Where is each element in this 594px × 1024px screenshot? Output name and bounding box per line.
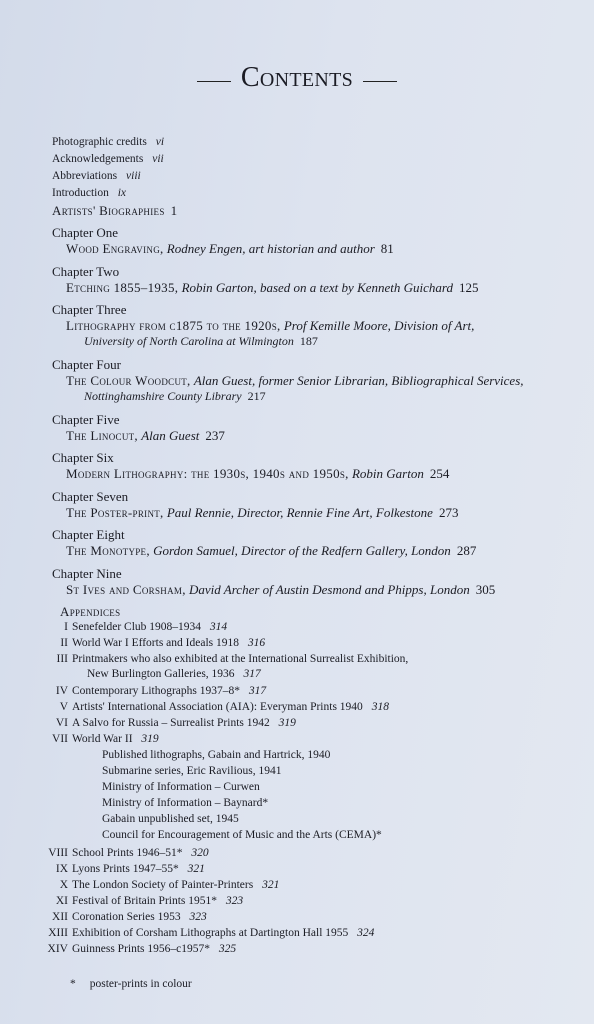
appendix-entry: IX Lyons Prints 1947–55* 321 [55, 863, 205, 875]
ww2-sub-entry: Ministry of Information – Baynard* [102, 797, 269, 809]
appendix-entry: V Artists' International Association (AIA): Everyman Prints 1940 318 [59, 701, 389, 713]
chapter-label: Chapter Eight [52, 527, 125, 542]
chapter-label: Chapter Six [52, 450, 114, 465]
appendix-entry: VII World War II 319 [52, 733, 159, 745]
ww2-sub-entry: Ministry of Information – Curwen [102, 781, 260, 793]
appendix-entry: VI A Salvo for Russia – Surrealist Prints 1942 319 [55, 717, 296, 729]
ww2-sub-entry: Gabain unpublished set, 1945 [102, 813, 239, 825]
front-entry: Photographic credits vi [52, 136, 165, 148]
appendix-entry: I Senefelder Club 1908–1934 314 [64, 621, 228, 633]
ww2-sub-entry: Council for Encouragement of Music and the Arts (CEMA)* [102, 829, 382, 841]
appendix-entry: X The London Society of Painter-Printers 321 [59, 879, 280, 891]
chapter-heading: The Colour Woodcut, Alan Guest, former Senior Librarian, Bibliographical Services, [66, 373, 524, 388]
chapter-heading: St Ives and Corsham, David Archer of Austin Desmond and Phipps, London 305 [66, 582, 496, 597]
chapter-heading: Lithography from c1875 to the 1920s, Prof Kemille Moore, Division of Art, [66, 318, 475, 333]
chapter-label: Chapter Three [52, 302, 127, 317]
front-entry: Acknowledgements vii [52, 153, 164, 165]
footnote-text: poster-prints in colour [89, 978, 192, 990]
ww2-sub-entry: Submarine series, Eric Ravilious, 1941 [102, 765, 282, 777]
chapter-heading-cont: Nottinghamshire County Library 217 [84, 389, 266, 403]
appendix-entry: XIV Guinness Prints 1956–c1957* 325 [47, 943, 237, 955]
footnote-mark: * [70, 978, 76, 990]
chapter-heading: The Monotype, Gordon Samuel, Director of the Redfern Gallery, London 287 [66, 543, 477, 558]
chapter-label: Chapter Two [52, 264, 120, 279]
title-dash-right [363, 81, 397, 82]
biographies-entry: Artists' Biographies 1 [52, 203, 178, 218]
chapter-label: Chapter One [52, 225, 119, 240]
appendix-entry: XI Festival of Britain Prints 1951* 323 [55, 895, 244, 907]
appendix-entry: IV Contemporary Lithographs 1937–8* 317 [55, 685, 267, 697]
front-entry: Abbreviations viii [52, 170, 141, 182]
appendix-entry: II World War I Efforts and Ideals 1918 316 [60, 637, 266, 649]
appendix-entry: XIII Exhibition of Corsham Lithographs at Dartington Hall 1955 324 [48, 927, 375, 939]
chapter-heading: The Poster-print, Paul Rennie, Director, Rennie Fine Art, Folkestone 273 [66, 505, 459, 520]
chapter-label: Chapter Five [52, 412, 120, 427]
chapter-label: Chapter Seven [52, 489, 129, 504]
appendix-entry: III Printmakers who also exhibited at the International Surrealist Exhibition, [56, 653, 409, 665]
appendices-heading: Appendices [60, 604, 121, 619]
title-text: Contents [240, 62, 354, 93]
footnote [70, 978, 192, 990]
ww2-sub-entry: Published lithographs, Gabain and Hartrick, 1940 [102, 749, 331, 761]
chapter-heading: The Linocut, Alan Guest 237 [66, 428, 225, 443]
page-title [0, 62, 594, 94]
chapter-heading-cont: University of North Carolina at Wilmington 187 [84, 334, 318, 348]
chapter-heading: Etching 1855–1935, Robin Garton, based on a text by Kenneth Guichard 125 [66, 280, 479, 295]
chapter-heading: Modern Lithography: the 1930s, 1940s and 1950s, Robin Garton 254 [66, 466, 450, 481]
chapter-label: Chapter Nine [52, 566, 122, 581]
appendix-entry: XII Coronation Series 1953 323 [52, 911, 207, 923]
front-entry: Introduction ix [52, 187, 127, 199]
chapter-label: Chapter Four [52, 357, 121, 372]
title-dash-left [197, 81, 231, 82]
appendix-entry: VIII School Prints 1946–51* 320 [48, 847, 209, 859]
chapter-heading: Wood Engraving, Rodney Engen, art historian and author 81 [66, 241, 394, 256]
appendix-entry-cont: New Burlington Galleries, 1936 317 [87, 668, 261, 680]
